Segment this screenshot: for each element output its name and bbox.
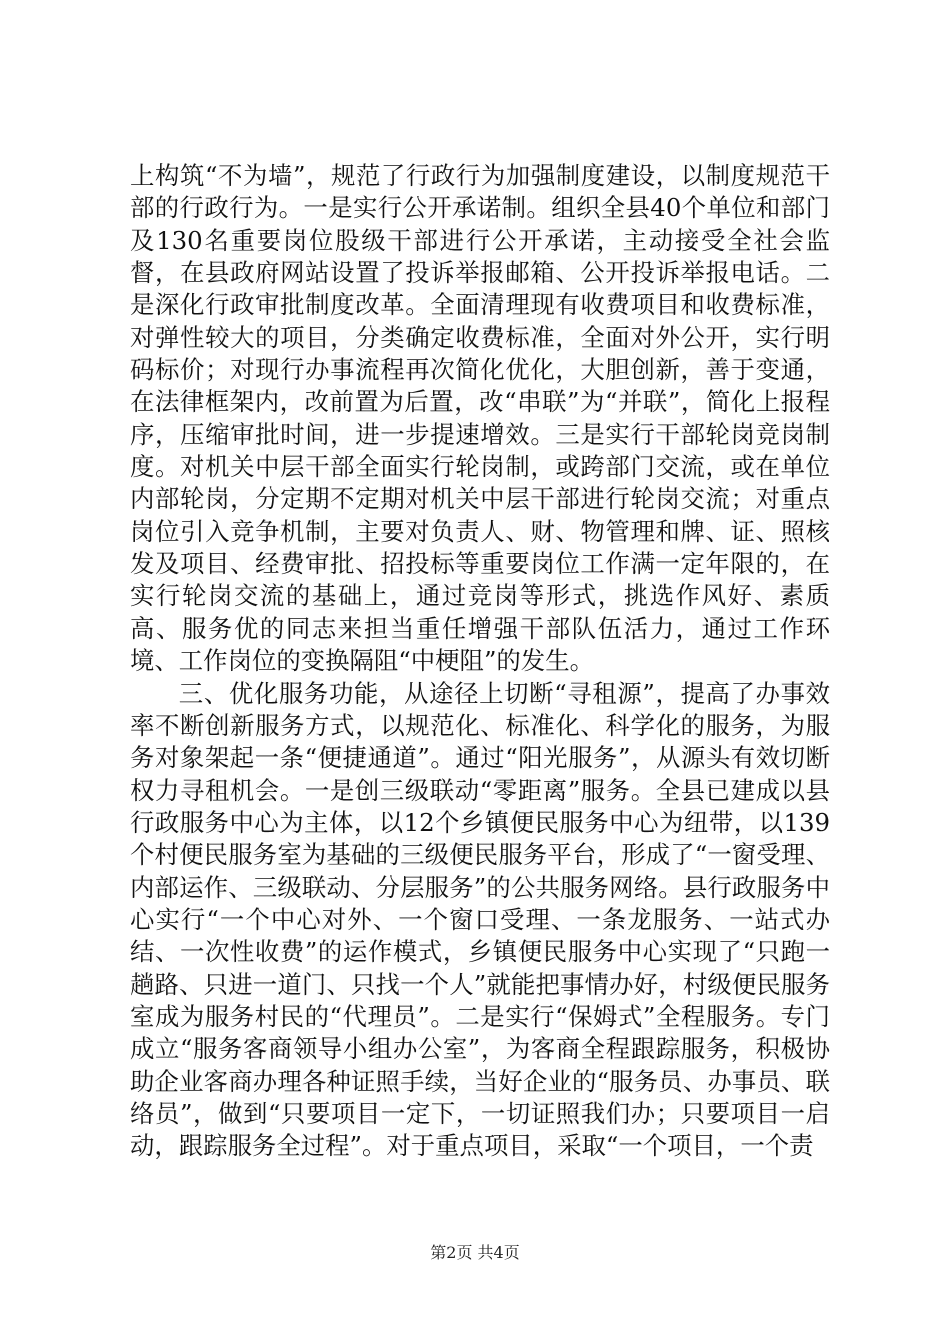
paragraph-2: 三、优化服务功能，从途径上切断“寻租源”，提高了办事效率不断创新服务方式，以规范化、标准化、科学化的服务，为服务对象架起一条“便捷通道”。通过“阳光服务”，从源头有效切断权力寻租机会。一是创三级联动“零距离”服务。全县已建成以县行政服务中心为主体，以12个乡镇便民服务中心为纽带，以139个村便民服务室为基础的三级便民服务平台，形成了“一窗受理、内部运作、三级联动、分层服务”的公共服务网络。县行政服务中心实行“一个中心对外、一个窗口受理、一条龙服务、一站式办结、一次性收费”的运作模式，乡镇便民服务中心实现了“只跑一趟路、只进一道门、只找一个人”就能把事情办好，村级便民服务室成为服务村民的“代理员”。二是实行“保姆式”全程服务。专门成立“服务客商领导小组办公室”，为客商全程跟踪服务，积极协助企业客商办理各种证照手续，当好企业的“服务员、办事员、联络员”，做到“只要项目一定下，一切证照我们办；只要项目一启动，跟踪服务全过程”。对于重点项目，采取“一个项目，一个责	[130, 678, 830, 1161]
paragraph-1: 上构筑“不为墙”，规范了行政行为加强制度建设，以制度规范干部的行政行为。一是实行公开承诺制。组织全县40个单位和部门及130名重要岗位股级干部进行公开承诺，主动接受全社会监督，在县政府网站设置了投诉举报邮箱、公开投诉举报电话。二是深化行政审批制度改革。全面清理现有收费项目和收费标准，对弹性较大的项目，分类确定收费标准，全面对外公开，实行明码标价；对现行办事流程再次简化优化，大胆创新，善于变通，在法律框架内，改前置为后置，改“串联”为“并联”，简化上报程序，压缩审批时间，进一步提速增效。三是实行干部轮岗竞岗制度。对机关中层干部全面实行轮岗制，或跨部门交流，或在单位内部轮岗，分定期不定期对机关中层干部进行轮岗交流；对重点岗位引入竞争机制，主要对负责人、财、物管理和牌、证、照核发及项目、经费审批、招投标等重要岗位工作满一定年限的，在实行轮岗交流的基础上，通过竞岗等形式，挑选作风好、素质高、服务优的同志来担当重任增强干部队伍活力，通过工作环境、工作岗位的变换隔阻“中梗阻”的发生。	[130, 161, 830, 676]
page-footer: 第2页 共4页	[430, 1243, 520, 1262]
document-body	[130, 160, 830, 1163]
